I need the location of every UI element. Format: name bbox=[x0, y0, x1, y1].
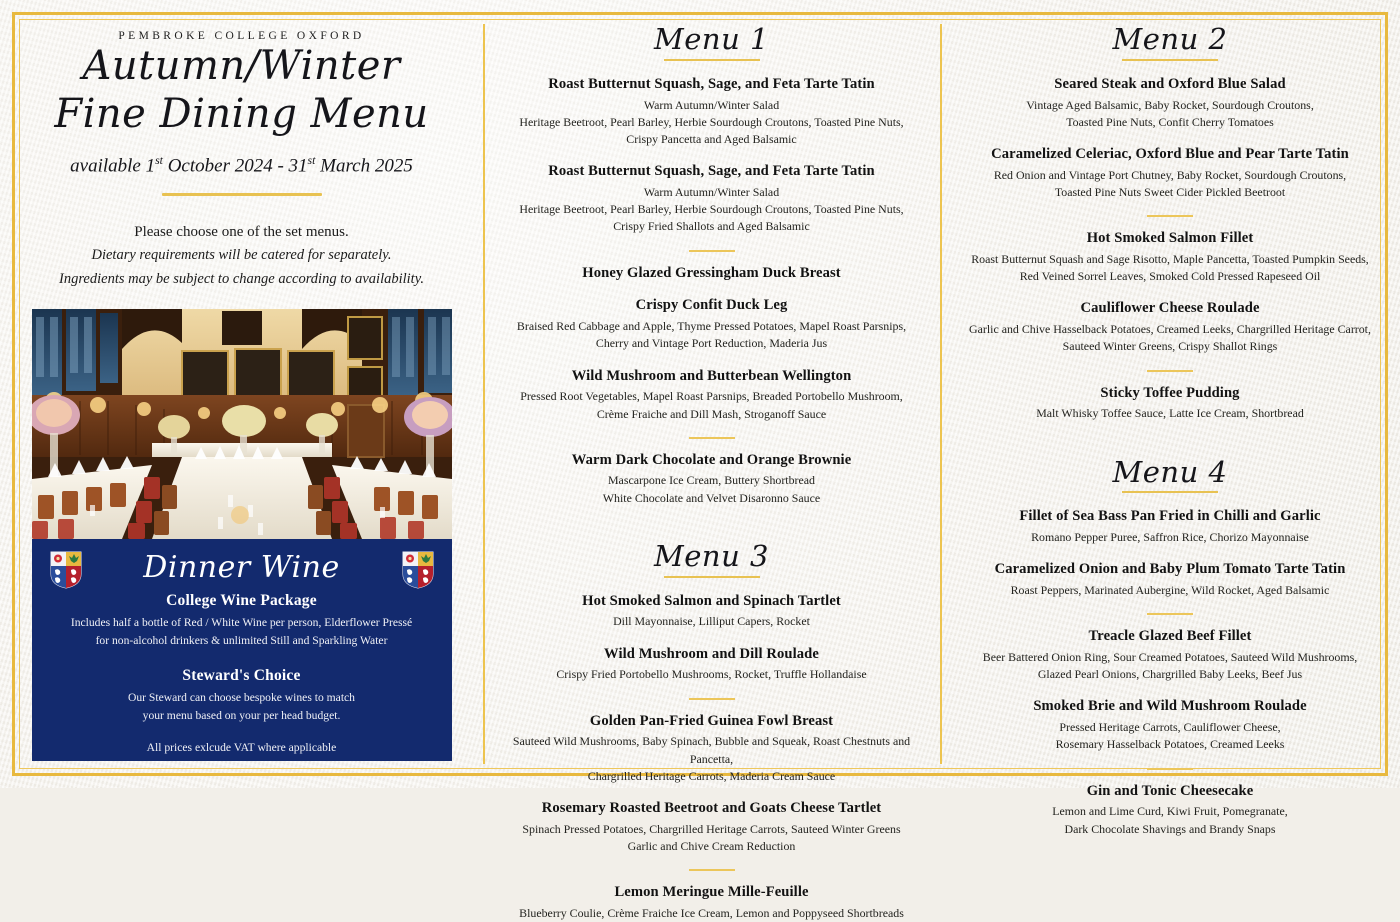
right-column bbox=[940, 0, 1400, 836]
menu-course bbox=[497, 712, 926, 785]
menu-3-block bbox=[497, 538, 926, 922]
intro-note bbox=[18, 220, 465, 291]
menu-course bbox=[954, 229, 1386, 285]
course-description-line: Braised Red Cabbage and Apple, Thyme Pressed Potatoes, Mapel Roast Parsnips, bbox=[516, 319, 907, 334]
college-crest-left-icon bbox=[50, 551, 82, 589]
course-description-line: Sauteed Wild Mushrooms, Baby Spinach, Bubble and Squeak, Roast Chestnuts and Pancetta, bbox=[512, 734, 911, 766]
course-dish-name: Hot Smoked Salmon and Spinach Tartlet bbox=[582, 592, 841, 609]
course-description-line: Dark Chocolate Shavings and Brandy Snaps bbox=[1064, 821, 1276, 836]
course-divider bbox=[1147, 768, 1193, 770]
course-dish-name: Smoked Brie and Wild Mushroom Roulade bbox=[1033, 698, 1307, 715]
menu-course bbox=[497, 645, 926, 684]
course-description-line: Crispy Pancetta and Aged Balsamic bbox=[626, 132, 797, 147]
course-description-line: Dill Mayonnaise, Lilliput Capers, Rocket bbox=[613, 614, 810, 629]
college-wine-package-line-1: Includes half a bottle of Red / White Wine per person, Elderflower Pressé bbox=[70, 616, 413, 630]
college-crest-right-icon bbox=[402, 551, 434, 589]
course-divider bbox=[689, 437, 735, 439]
course-dish-name: Roast Butternut Squash, Sage, and Feta Tarte Tatin bbox=[548, 75, 875, 92]
course-dish-name: Sticky Toffee Pudding bbox=[1100, 384, 1240, 401]
college-wine-package-heading: College Wine Package bbox=[166, 592, 317, 610]
course-description-line: Cherry and Vintage Port Reduction, Maderia Jus bbox=[595, 336, 828, 351]
menu-course bbox=[497, 592, 926, 631]
course-description-line: Rosemary Hasselback Potatoes, Creamed Leeks bbox=[1055, 737, 1285, 752]
menu-2-block bbox=[954, 24, 1386, 423]
availability-ordinal-1: st bbox=[155, 153, 163, 167]
menu-course bbox=[497, 296, 926, 352]
availability-prefix: available 1 bbox=[70, 155, 156, 177]
availability-suffix: March 2025 bbox=[315, 155, 413, 177]
course-divider bbox=[1147, 215, 1193, 217]
course-dish-name: Caramelized Celeriac, Oxford Blue and Pear Tarte Tatin bbox=[991, 146, 1349, 163]
menu-course bbox=[497, 883, 926, 922]
course-dish-name: Fillet of Sea Bass Pan Fried in Chilli and Garlic bbox=[1019, 508, 1321, 525]
course-description-line: White Chocolate and Velvet Disaronno Sauce bbox=[602, 490, 821, 505]
menu-title-divider bbox=[664, 576, 760, 578]
menu-title-divider bbox=[1122, 59, 1218, 61]
menu-title: Menu 1 bbox=[654, 22, 769, 56]
stewards-choice-line-1: Our Steward can choose bespoke wines to match bbox=[128, 691, 355, 705]
middle-column bbox=[483, 0, 940, 920]
stewards-choice-line-2: your menu based on your per head budget. bbox=[142, 708, 341, 722]
course-description-line: Crème Fraiche and Dill Mash, Stroganoff Sauce bbox=[596, 406, 827, 421]
dinner-wine-title: Dinner Wine bbox=[143, 550, 340, 586]
availability-ordinal-2: st bbox=[307, 153, 316, 167]
menu-title: Menu 4 bbox=[1112, 454, 1228, 489]
course-description-line: Red Veined Sorrel Leaves, Smoked Cold Pressed Rapeseed Oil bbox=[1019, 269, 1321, 284]
availability-middle: October 2024 - 31 bbox=[162, 155, 308, 177]
menu-gap-middle bbox=[497, 521, 926, 539]
menu-course bbox=[954, 384, 1386, 423]
course-description-line: Warm Autumn/Winter Salad bbox=[643, 184, 780, 199]
course-description-line: Crispy Fried Shallots and Aged Balsamic bbox=[613, 219, 810, 234]
menu-course bbox=[497, 162, 926, 235]
vat-note: All prices exlcude VAT where applicable bbox=[146, 740, 337, 754]
menu-1-block bbox=[497, 24, 926, 507]
course-description-line: Lemon and Lime Curd, Kiwi Fruit, Pomegranate, bbox=[1052, 804, 1288, 819]
course-dish-name: Cauliflower Cheese Roulade bbox=[1080, 300, 1260, 317]
menu-course bbox=[954, 299, 1386, 355]
wine-spacer bbox=[54, 649, 430, 661]
course-dish-name: Rosemary Roasted Beetroot and Goats Cheese Tartlet bbox=[541, 800, 882, 817]
course-dish-name: Crispy Confit Duck Leg bbox=[635, 297, 788, 314]
course-description-line: Roast Peppers, Marinated Aubergine, Wild Rocket, Aged Balsamic bbox=[1010, 582, 1330, 597]
menu-4-block bbox=[954, 454, 1386, 838]
menu-title: Menu 2 bbox=[1112, 22, 1228, 56]
course-description-line: Roast Butternut Squash and Sage Risotto, Maple Pancetta, Toasted Pumpkin Seeds, bbox=[971, 251, 1369, 266]
menu-course bbox=[497, 75, 926, 148]
course-description-line: Mascarpone Ice Cream, Buttery Shortbread bbox=[607, 473, 816, 488]
course-description-line: Beer Battered Onion Ring, Sour Creamed Potatoes, Sauteed Wild Mushrooms, bbox=[982, 649, 1358, 664]
course-divider bbox=[689, 250, 735, 252]
course-description-line: Glazed Pearl Onions, Chargrilled Baby Leeks, Beef Jus bbox=[1037, 667, 1303, 682]
course-description-line: Pressed Root Vegetables, Mapel Roast Parsnips, Breaded Portobello Mushroom, bbox=[520, 389, 903, 404]
course-description-line: Romano Pepper Puree, Saffron Rice, Chorizo Mayonnaise bbox=[1031, 530, 1309, 545]
course-description-line: Sauteed Winter Greens, Crispy Shallot Rings bbox=[1062, 339, 1278, 354]
course-dish-name: Warm Dark Chocolate and Orange Brownie bbox=[571, 451, 852, 468]
course-dish-name: Roast Butternut Squash, Sage, and Feta Tarte Tatin bbox=[548, 163, 875, 180]
course-dish-name: Wild Mushroom and Butterbean Wellington bbox=[571, 367, 852, 384]
menu-course bbox=[954, 560, 1386, 599]
menu-course bbox=[497, 799, 926, 855]
course-divider bbox=[689, 869, 735, 871]
header-divider bbox=[162, 193, 322, 196]
course-description-line: Chargrilled Heritage Carrots, Maderia Cream Sauce bbox=[587, 768, 836, 783]
course-description-line: Malt Whisky Toffee Sauce, Latte Ice Cream, Shortbread bbox=[1036, 406, 1304, 421]
course-divider bbox=[1147, 613, 1193, 615]
left-column bbox=[0, 0, 483, 788]
college-wine-package-line-2: for non-alcohol drinkers & unlimited Still and Sparkling Water bbox=[95, 633, 388, 647]
dining-hall-photo bbox=[32, 309, 452, 539]
menu-course bbox=[954, 507, 1386, 546]
course-description-line: Warm Autumn/Winter Salad bbox=[643, 97, 780, 112]
course-description-line: Blueberry Coulie, Crème Fraiche Ice Cream, Lemon and Poppyseed Shortbreads bbox=[519, 905, 904, 920]
menu-course bbox=[954, 627, 1386, 683]
course-description-line: Garlic and Chive Hasselback Potatoes, Creamed Leeks, Chargrilled Heritage Carrot, bbox=[969, 322, 1371, 337]
menu-course bbox=[954, 697, 1386, 753]
course-description-line: Crispy Fried Portobello Mushrooms, Rocket, Truffle Hollandaise bbox=[556, 667, 867, 682]
course-description-line: Red Onion and Vintage Port Chutney, Baby Rocket, Sourdough Croutons, bbox=[993, 167, 1347, 182]
course-dish-name: Lemon Meringue Mille-Feuille bbox=[614, 884, 809, 901]
dinner-wine-panel bbox=[32, 539, 452, 761]
page-title-line2: Fine Dining Menu bbox=[54, 90, 429, 137]
menu-title-divider bbox=[1122, 491, 1218, 493]
course-description-line: Heritage Beetroot, Pearl Barley, Herbie Sourdough Croutons, Toasted Pine Nuts, bbox=[519, 202, 904, 217]
course-dish-name: Treacle Glazed Beef Fillet bbox=[1088, 628, 1252, 645]
course-description-line: Toasted Pine Nuts, Confit Cherry Tomatoes bbox=[1066, 114, 1274, 129]
menu-course bbox=[497, 264, 926, 283]
page-title-line1: Autumn/Winter bbox=[82, 43, 401, 89]
course-dish-name: Hot Smoked Salmon Fillet bbox=[1086, 230, 1254, 247]
menu-course bbox=[497, 367, 926, 423]
course-dish-name: Gin and Tonic Cheesecake bbox=[1086, 782, 1254, 799]
course-divider bbox=[1147, 370, 1193, 372]
menu-title-divider bbox=[664, 59, 760, 61]
course-description-line: Vintage Aged Balsamic, Baby Rocket, Sourdough Croutons, bbox=[1026, 97, 1314, 112]
course-description-line: Pressed Heritage Carrots, Cauliflower Cheese, bbox=[1059, 720, 1281, 735]
course-dish-name: Seared Steak and Oxford Blue Salad bbox=[1054, 75, 1286, 92]
intro-line-1: Please choose one of the set menus. bbox=[134, 223, 349, 240]
menu-course bbox=[954, 145, 1386, 201]
college-name: PEMBROKE COLLEGE OXFORD bbox=[118, 30, 365, 42]
course-description-line: Spinach Pressed Potatoes, Chargrilled Heritage Carrots, Sauteed Winter Greens bbox=[522, 821, 901, 836]
menu-gap-right bbox=[954, 437, 1386, 455]
intro-line-2: Dietary requirements will be catered for separately. bbox=[91, 247, 392, 264]
stewards-choice-heading: Steward's Choice bbox=[182, 667, 301, 685]
menu-course bbox=[954, 782, 1386, 838]
course-dish-name: Honey Glazed Gressingham Duck Breast bbox=[582, 264, 841, 281]
course-description-line: Heritage Beetroot, Pearl Barley, Herbie Sourdough Croutons, Toasted Pine Nuts, bbox=[519, 114, 904, 129]
dining-hall-illustration bbox=[32, 309, 452, 539]
availability-dates bbox=[18, 154, 465, 177]
course-dish-name: Wild Mushroom and Dill Roulade bbox=[604, 645, 819, 662]
course-divider bbox=[689, 698, 735, 700]
menu-title: Menu 3 bbox=[654, 538, 769, 573]
course-description-line: Toasted Pine Nuts Sweet Cider Pickled Beetroot bbox=[1054, 184, 1286, 199]
menu-course bbox=[954, 75, 1386, 131]
course-dish-name: Golden Pan-Fried Guinea Fowl Breast bbox=[589, 712, 834, 729]
intro-line-3: Ingredients may be subject to change according to availability. bbox=[59, 270, 424, 287]
course-dish-name: Caramelized Onion and Baby Plum Tomato Tarte Tatin bbox=[994, 561, 1346, 578]
course-description-line: Garlic and Chive Cream Reduction bbox=[627, 839, 796, 853]
menu-course bbox=[497, 451, 926, 507]
